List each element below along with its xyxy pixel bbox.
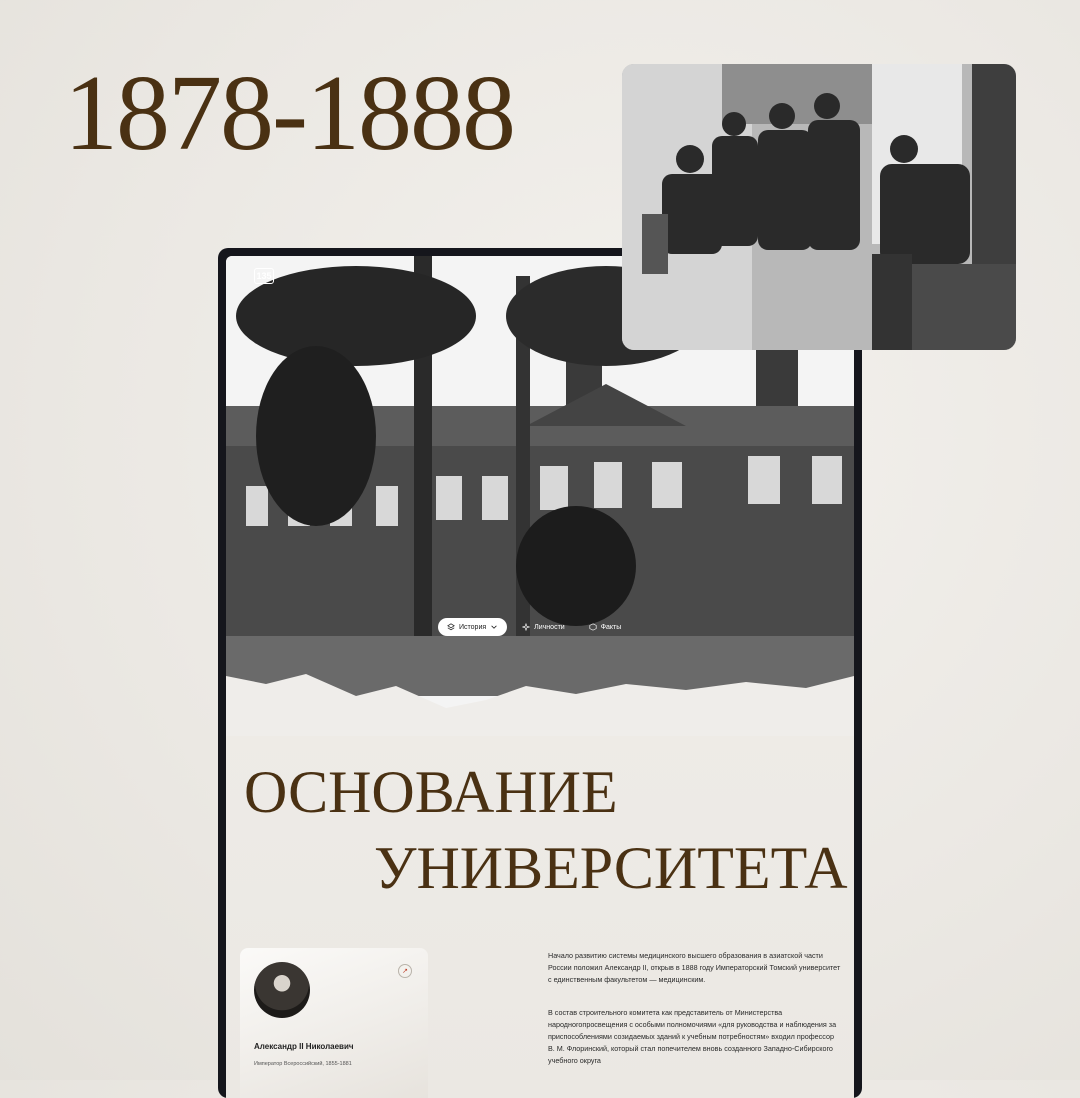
paragraph: В состав строительного комитета как представитель от Министерства народногопросвещения с особыми полномочиями «для руководства и наблюдения за приспособлениями созидаемых зданий к учебным потребностям» входил профессор В. М. Флоринский, который стал попечителем вновь созданного Западно-Сибирского учебного округа (548, 1007, 837, 1066)
paragraph: Начало развитию системы медицинского высшего образования в азиатской части России положил Александр II, открыв в 1888 году Императорский Томский университет с единственным факультетом — медицинским. (548, 951, 841, 985)
layers-icon (447, 623, 455, 631)
expand-icon[interactable]: ↗ (398, 964, 412, 978)
website-mockup-frame (218, 248, 862, 1098)
nav-history[interactable] (438, 618, 507, 636)
avatar (254, 962, 310, 1018)
chevron-down-icon (490, 623, 498, 631)
page-title-line2: УНИВЕРСИТЕТА (374, 835, 848, 901)
nav-people-label: Личности (534, 623, 565, 631)
website-screen (226, 256, 854, 1098)
person-role: Император Всероссийский, 1855-1881 (254, 1061, 352, 1067)
person-name: Александр II Николаевич (254, 1042, 354, 1051)
cube-icon (589, 623, 597, 631)
nav-history-label: История (459, 623, 487, 631)
nav-facts-label: Факты (600, 623, 622, 631)
person-card[interactable] (240, 948, 428, 1098)
site-logo[interactable]: 135 (254, 268, 274, 284)
nav-people[interactable] (513, 618, 574, 636)
years-heading: 1878-1888 (64, 54, 514, 173)
historical-group-photo (622, 64, 1016, 350)
body-text (548, 950, 842, 1088)
nav-facts[interactable] (580, 618, 631, 636)
sparkle-icon (522, 623, 530, 631)
section-nav (438, 618, 630, 636)
page-title-line1: ОСНОВАНИЕ (244, 759, 618, 825)
page-title (244, 754, 848, 906)
